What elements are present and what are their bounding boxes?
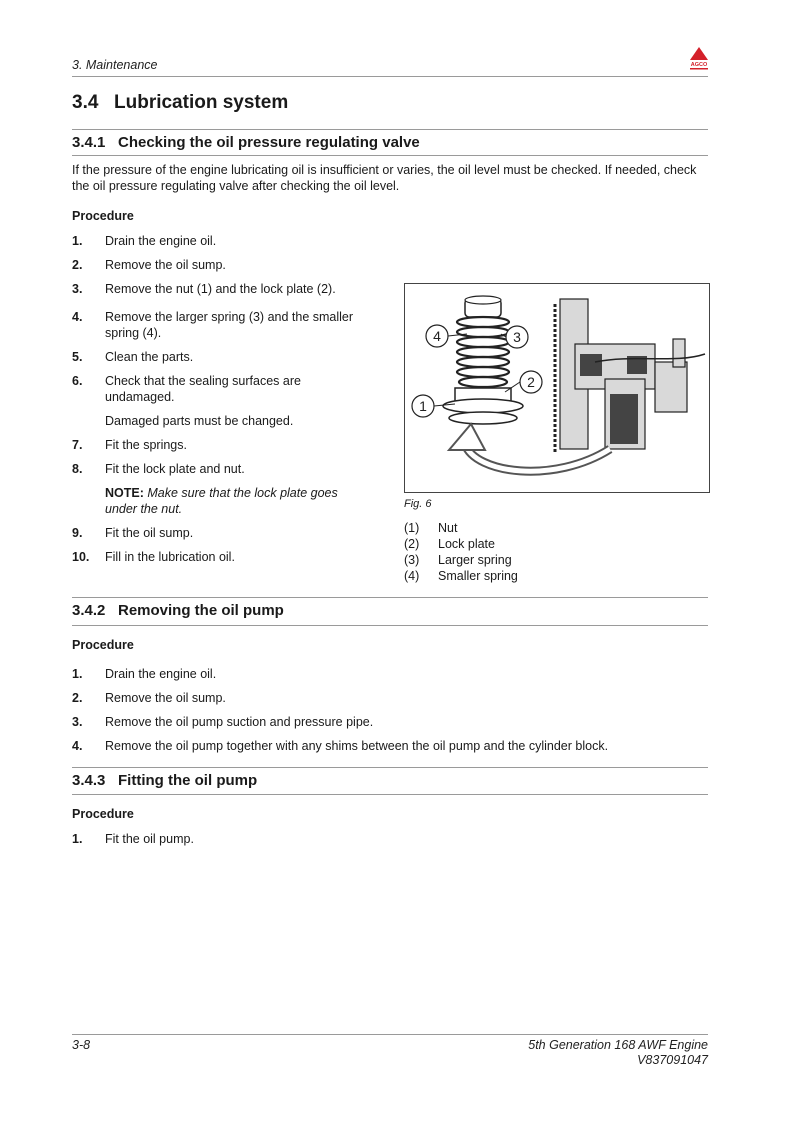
- footer-rule: [72, 1034, 708, 1035]
- step-subtext: Damaged parts must be changed.: [105, 414, 294, 428]
- procedure-heading: Procedure: [72, 638, 134, 652]
- subsection-rule-top: [72, 129, 708, 130]
- figure-oil-pressure-valve: [404, 283, 710, 493]
- note: NOTE: Make sure that the lock plate goes under the nut.: [105, 486, 338, 516]
- subsection-title-fit-pump: 3.4.3 Fitting the oil pump: [72, 772, 258, 789]
- subsection-rule-bottom: [72, 625, 708, 626]
- figure-caption: Fig. 6: [404, 498, 432, 510]
- legend-item: (4) Smaller spring: [404, 569, 518, 583]
- subsection-rule-top: [72, 767, 708, 768]
- legend-item: (2) Lock plate: [404, 537, 495, 551]
- callout-2: 2: [527, 374, 535, 390]
- intro-paragraph: If the pressure of the engine lubricating oil is insufficient or varies, the oil level must be checked. If needed, check the oil pressure regulating valve after checking the oil level.: [72, 163, 697, 193]
- page-number: 3-8: [72, 1038, 91, 1052]
- subsection-rule-top: [72, 597, 708, 598]
- procedure-heading: Procedure: [72, 209, 134, 223]
- section-title: 3.4 Lubrication system: [72, 92, 289, 113]
- subsection-title-check-valve: 3.4.1 Checking the oil pressure regulating valve: [72, 134, 420, 151]
- agco-logo: [688, 47, 710, 71]
- callout-3: 3: [513, 329, 521, 345]
- running-header: 3. Maintenance: [72, 58, 158, 72]
- callout-4: 4: [433, 328, 441, 344]
- subsection-rule-bottom: [72, 794, 708, 795]
- subsection-rule-bottom: [72, 155, 708, 156]
- legend-item: (1) Nut: [404, 521, 458, 535]
- callout-1: 1: [419, 398, 427, 414]
- document-code: V837091047: [637, 1053, 708, 1067]
- legend-item: (3) Larger spring: [404, 553, 512, 567]
- document-title: 5th Generation 168 AWF Engine: [528, 1038, 708, 1052]
- subsection-title-remove-pump: 3.4.2 Removing the oil pump: [72, 602, 284, 619]
- header-rule: [72, 76, 708, 77]
- svg-text:AGCO: AGCO: [690, 62, 708, 68]
- procedure-heading: Procedure: [72, 807, 134, 821]
